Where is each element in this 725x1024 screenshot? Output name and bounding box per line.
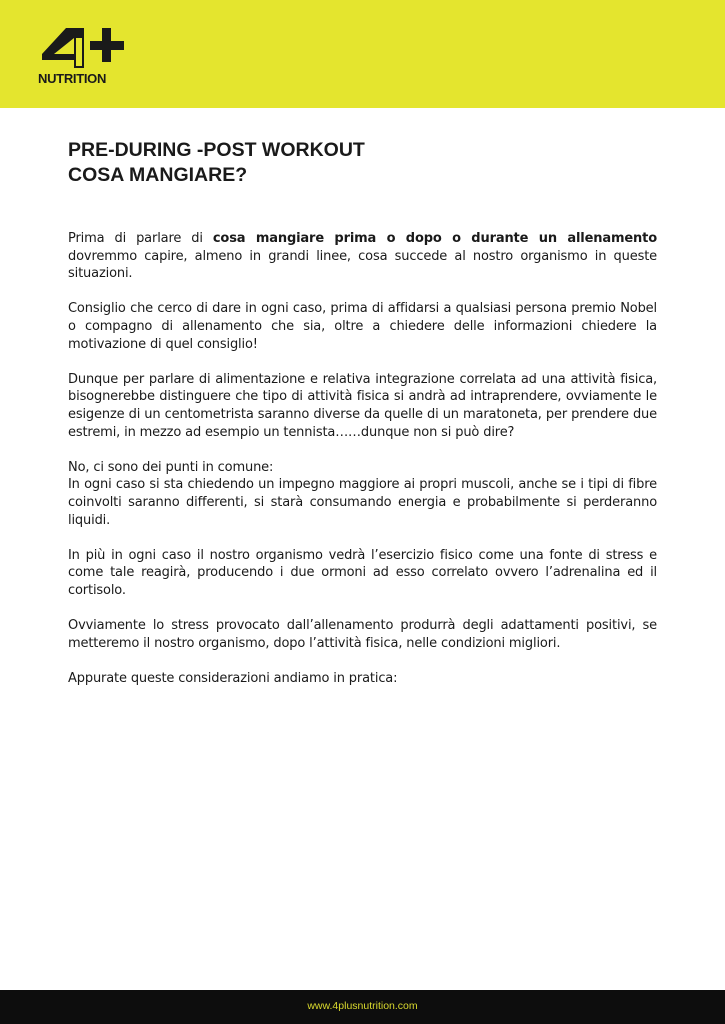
title-line-2: COSA MANGIARE? [68, 164, 248, 186]
footer-band [0, 990, 725, 1024]
common-points-lead: No, ci sono dei punti in comune: [68, 459, 274, 475]
paragraph-activity-types: Dunque per parlare di alimentazione e relativa integrazione correlata ad una attività fisica, bisognerebbe distinguere che tipo di attività fisica si andrà ad intraprendere, ovviamente le esigenze di un centometrista saranno diverse da quelle di un maratoneta, per prendere due estremi, in mezzo ad esempio un tennista……dunque non si può dire? [68, 371, 657, 440]
paragraph-advice: Consiglio che cerco di dare in ogni caso, prima di affidarsi a qualsiasi persona premio Nobel o compagno di allenamento che sia, oltre a chiedere delle informazioni chiedere la motivazione di quel consiglio! [68, 301, 657, 352]
brand-logo[interactable] [38, 24, 130, 88]
four-plus-logo-icon [40, 24, 128, 68]
paragraph-conclusion: Appurate queste considerazioni andiamo in pratica: [68, 670, 398, 686]
common-points-text: In ogni caso si sta chiedendo un impegno maggiore ai propri muscoli, anche se i tipi di fibre coinvolti saranno differenti, si starà consumando energia e probabilmente si perderanno liquidi. [68, 477, 657, 528]
intro-text-end: dovremmo capire, almeno in grandi linee, cosa succede al nostro organismo in queste situazioni. [68, 248, 657, 282]
page-title [68, 138, 658, 188]
footer-website-link[interactable]: www.4plusnutrition.com [307, 1000, 418, 1012]
paragraph-stress: In più in ogni caso il nostro organismo vedrà l’esercizio fisico come una fonte di stress e come tale reagirà, producendo i due ormoni ad esso correlato ovvero l’adrenalina ed il cortisolo. [68, 547, 657, 598]
header-band [0, 0, 725, 108]
paragraph-intro [68, 230, 657, 283]
paragraph-adaptations: Ovviamente lo stress provocato dall’allenamento produrrà degli adattamenti positivi, se metteremo il nostro organismo, dopo l’attività fisica, nelle condizioni migliori. [68, 618, 657, 651]
article-body [68, 230, 657, 705]
title-line-1: PRE-DURING -POST WORKOUT [68, 139, 365, 161]
paragraph-common-points [68, 459, 657, 529]
intro-text-start: Prima di parlare di [68, 231, 213, 246]
logo-wordmark: NUTRITION [38, 71, 107, 86]
intro-bold-phrase: cosa mangiare prima o dopo o durante un allenamento [212, 231, 658, 246]
